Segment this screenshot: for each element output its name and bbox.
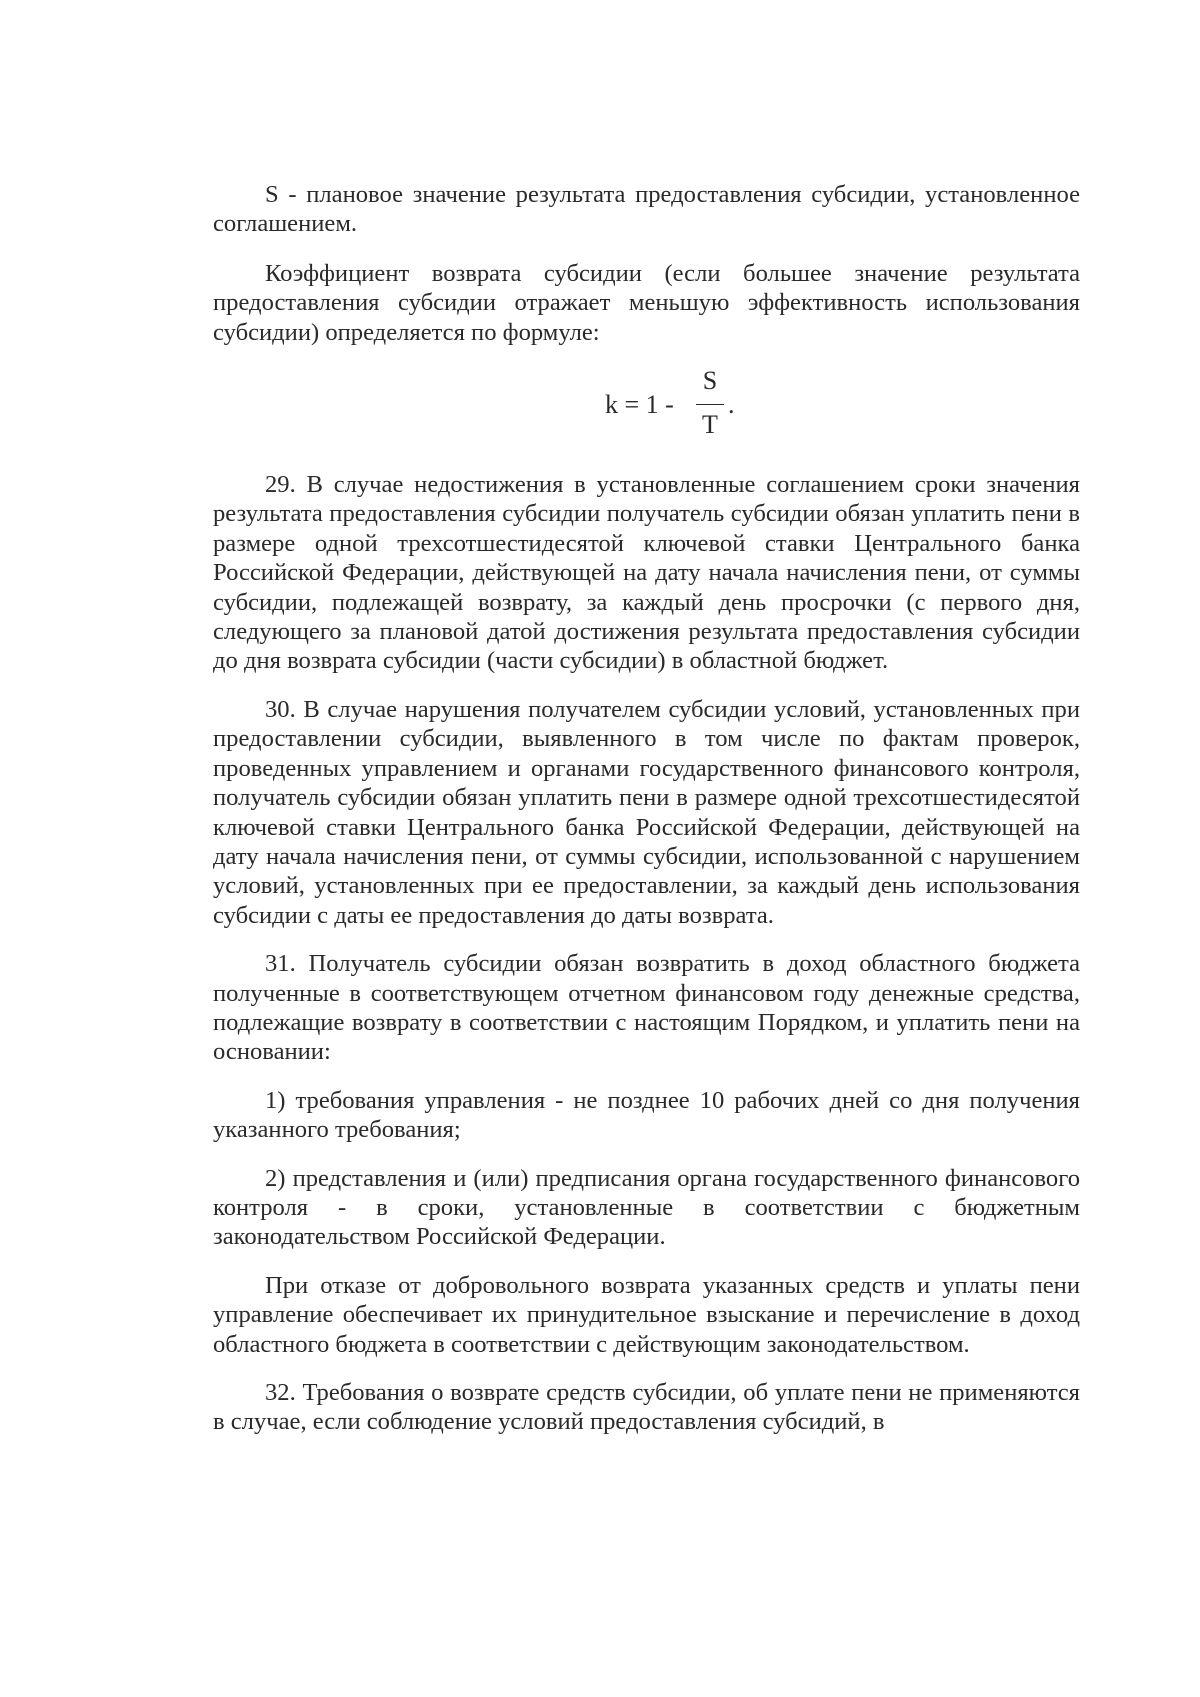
formula-denominator: T bbox=[702, 410, 718, 440]
paragraph-29: 29. В случае недостижения в установленные соглашением сроки значения результата предоставления субсидии получатель субсидии обязан уплатить пени в размере одной трехсотшестидесятой ключевой ставки Центрального банка Российской Федерации, действующей на дату начала начисления пени, от суммы субсидии, подлежащей возврату, за каждый день просрочки (с первого дня, следующего за плановой датой достижения результата предоставления субсидии до дня возврата субсидии (части субсидии) в областной бюджет. bbox=[213, 471, 1080, 675]
return-coefficient-formula bbox=[605, 366, 755, 444]
paragraph-coefficient-intro: Коэффициент возврата субсидии (если большее значение результата предоставления субсидии отражает меньшую эффективность использования субсидии) определяется по формуле: bbox=[213, 259, 1080, 346]
formula-fraction bbox=[695, 366, 725, 444]
paragraph-31-item-2: 2) представления и (или) предписания органа государственного финансового контроля - в сроки, установленные в соответствии с бюджетным законодательством Российской Федерации. bbox=[213, 1164, 1080, 1251]
formula-lhs: k = 1 - bbox=[605, 390, 674, 420]
paragraph-31-item-1: 1) требования управления - не позднее 10 рабочих дней со дня получения указанного требования; bbox=[213, 1086, 1080, 1144]
formula-terminator: . bbox=[728, 390, 735, 420]
paragraph-refusal: При отказе от добровольного возврата указанных средств и уплаты пени управление обеспечивает их принудительное взыскание и перечисление в доход областного бюджета в соответствии с действующим законодательством. bbox=[213, 1271, 1080, 1358]
paragraph-s-definition: S - плановое значение результата предоставления субсидии, установленное соглашением. bbox=[213, 181, 1080, 238]
formula-block bbox=[213, 366, 1080, 444]
formula-numerator: S bbox=[702, 366, 718, 396]
paragraph-31: 31. Получатель субсидии обязан возвратить в доход областного бюджета полученные в соответствующем отчетном финансовом году денежные средства, подлежащие возврату в соответствии с настоящим Порядком, и уплатить пени на основании: bbox=[213, 950, 1080, 1066]
paragraph-30: 30. В случае нарушения получателем субсидии условий, установленных при предоставлении субсидии, выявленного в том числе по фактам проверок, проведенных управлением и органами государственного финансового контроля, получатель субсидии обязан уплатить пени в размере одной трехсотшестидесятой ключевой ставки Центрального банка Российской Федерации, действующей на дату начала начисления пени, от суммы субсидии, использованной с нарушением условий, установленных при ее предоставлении, за каждый день использования субсидии с даты ее предоставления до даты возврата. bbox=[213, 695, 1080, 929]
fraction-bar bbox=[696, 404, 724, 405]
paragraph-32: 32. Требования о возврате средств субсидии, об уплате пени не применяются в случае, если соблюдение условий предоставления субсидий, в bbox=[213, 1379, 1080, 1436]
document-body bbox=[213, 180, 1080, 1456]
